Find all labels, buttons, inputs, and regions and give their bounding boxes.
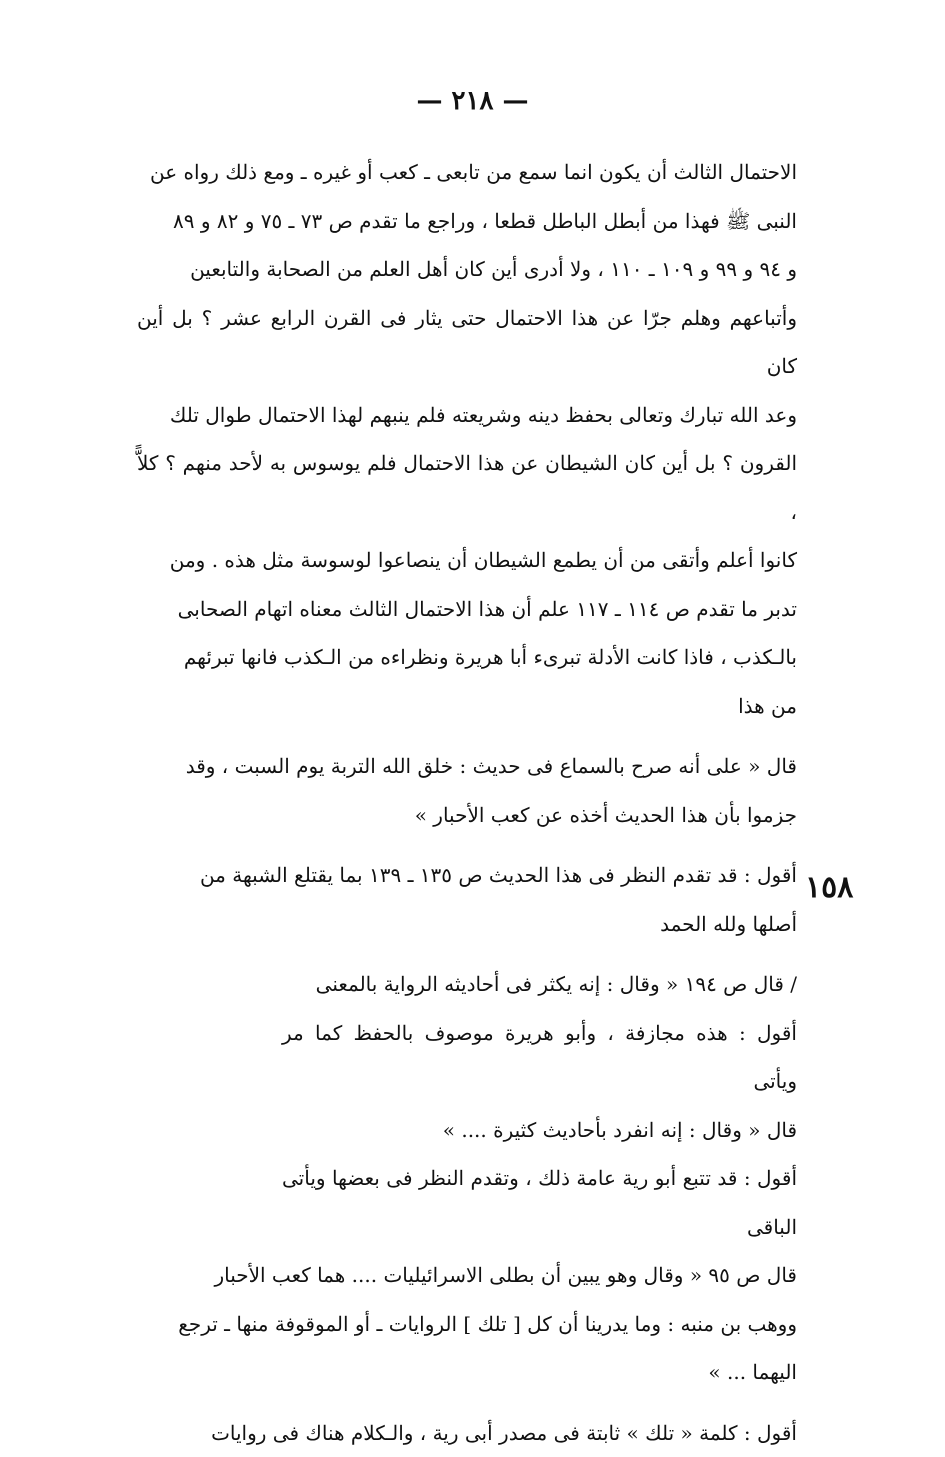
text-line: ووهب بن منبه : وما يدرينا أن كل [ تلك ] الروايات ـ أو الموقوفة منها ـ ترجع: [137, 1300, 797, 1349]
text-line: من هذا: [137, 682, 797, 731]
text-line: أصلها ولله الحمد: [137, 900, 797, 949]
text-line: قال ص ٩٥ « وقال وهو يبين أن بطلى الاسرائيليات .... هما كعب الأحبار: [137, 1251, 797, 1300]
text-line: وعد الله تبارك وتعالى بحفظ دينه وشريعته فلم ينبهم لهذا الاحتمال طوال تلك: [137, 391, 797, 440]
paragraph-2: [137, 742, 797, 839]
short-exchange-block: [137, 960, 797, 1251]
text-line: / قال ص ١٩٤ « وقال : إنه يكثر فى أحاديثه الرواية بالمعنى: [282, 960, 797, 1009]
text-line: بالـكذب ، فاذا كانت الأدلة تبرىء أبا هريرة ونظراءه من الـكذب فانها تبرئهم: [137, 633, 797, 682]
paragraph-4: [137, 1251, 797, 1397]
text-line: أقول : قد تقدم النظر فى هذا الحديث ص ١٣٥ ـ ١٣٩ بما يقتلع الشبهة من: [137, 851, 797, 900]
text-line: الاحتمال الثالث أن يكون انما سمع من تابعى ـ كعب أو غيره ـ ومع ذلك رواه عن: [137, 148, 797, 197]
text-line: قال « وقال : إنه انفرد بأحاديث كثيرة .... »: [282, 1106, 797, 1155]
text-line: أقول : هذه مجازفة ، وأبو هريرة موصوف بالحفظ كما مر ويأتى: [282, 1009, 797, 1106]
page-body: [137, 148, 797, 1457]
page-number: — ٢١٨ —: [0, 86, 945, 116]
text-line: تدبر ما تقدم ص ١١٤ ـ ١١٧ علم أن هذا الاحتمال الثالث معناه اتهام الصحابى: [137, 585, 797, 634]
text-line: قال « على أنه صرح بالسماع فى حديث : خلق الله التربة يوم السبت ، وقد: [137, 742, 797, 791]
margin-number: ١٥٨: [805, 870, 853, 905]
text-line: وأتباعهم وهلم جرّا عن هذا الاحتمال حتى يثار فى القرن الرابع عشر ؟ بل أين كان: [137, 294, 797, 391]
text-line: أقول : قد تتبع أبو رية عامة ذلك ، وتقدم النظر فى بعضها ويأتى الباقى: [282, 1154, 797, 1251]
text-line: و ٩٤ و ٩٩ و ١٠٩ ـ ١١٠ ، ولا أدرى أين كان أهل العلم من الصحابة والتابعين: [137, 245, 797, 294]
text-line: أقول : كلمة « تلك » ثابتة فى مصدر أبى رية ، والـكلام هناك فى روايات: [137, 1409, 797, 1457]
paragraph-5: [137, 1409, 797, 1457]
text-line: اليهما ... »: [137, 1348, 797, 1397]
paragraph-1: [137, 148, 797, 730]
text-line: القرون ؟ بل أين كان الشيطان عن هذا الاحتمال فلم يوسوس به لأحد منهم ؟ كلاًّ ،: [137, 439, 797, 536]
text-line: جزموا بأن هذا الحديث أخذه عن كعب الأحبار »: [137, 791, 797, 840]
text-line: كانوا أعلم وأتقى من أن يطمع الشيطان أن ينصاعوا لوسوسة مثل هذه . ومن: [137, 536, 797, 585]
text-line: النبى ﷺ فهذا من أبطل الباطل قطعا ، وراجع ما تقدم ص ٧٣ ـ ٧٥ و ٨٢ و ٨٩: [137, 197, 797, 246]
paragraph-3: [137, 851, 797, 948]
